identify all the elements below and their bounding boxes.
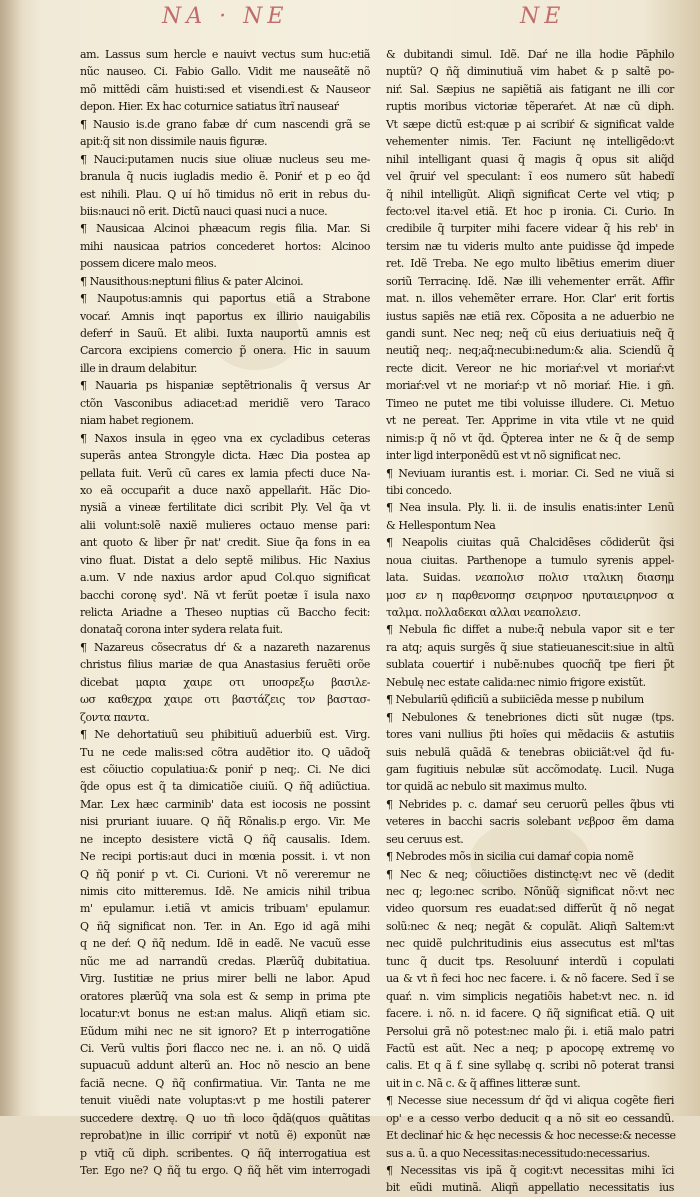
text-line: moriaŕ:vel vt ne moriaŕ:p vt nõ moriaŕ. Hie. i gñ. — [386, 379, 674, 393]
text-line: niŕ. Sal. Sæpius ne sapiẽtiã ais fatigant ne illi cor — [386, 82, 674, 96]
text-line: am. Lassus sum hercle e nauivt vectus sum huc:etiã — [80, 48, 370, 61]
text-line: Et declinaŕ hic & hęc necessis & hoc necesse:& necesse — [386, 1129, 676, 1143]
text-line: ra atq; aquis surgẽs q̃ siue statieuanescit:siue in altũ — [386, 640, 674, 654]
text-line: nuptũ? Q ñq̃ diminutiuã vim habet & p saltẽ po- — [386, 65, 674, 79]
text-line: superãs antea Strongyle dicta. Hæc Dia postea ap — [80, 449, 370, 463]
page-binding-shadow — [0, 0, 22, 1116]
text-line: ¶ Nebulones & tenebriones dicti sũt nugæ (tps. — [386, 710, 674, 724]
text-line: Q ñq̃ poniŕ p vt. Ci. Curioni. Vt nõ vereremur ne — [80, 867, 370, 881]
text-line: ¶ Ne dehortatiuũ seu phibitiuũ aduerbiũ est. Virg. — [80, 728, 370, 742]
text-line: est nihili. Plau. Q uí hõ timidus nõ erit in rebus du- — [80, 187, 370, 201]
text-line: credibile q̃ turpiter mihi facere videar q̃ his reb' in — [386, 222, 674, 236]
text-line: christus filius mariæ de qua Anastasius feruẽti orõe — [80, 658, 370, 672]
text-line: Carcora excipiens comercio p̃ onera. Hic in sauum — [80, 344, 370, 358]
text-line: q̃ nihil intelligũt. Aliqñ significat Certe vel vtiq; p — [386, 187, 674, 201]
text-line: relicta Ariadne a Theseo nuptias cũ Baccho fecit: — [80, 606, 370, 619]
text-line: nysiã a vineæ fertilitate dici scribit Ply. Vel q̃a vt — [80, 501, 370, 515]
text-line: tor quidã ac nebulo sit maximus multo. — [386, 780, 587, 794]
text-line: nisi pruriant iuuare. Q ñq̃ Rõnalis.p ergo. Vir. Me — [80, 815, 370, 829]
text-line: suis nebulã quãdã & tenebras obiiciãt:vel q̃d fu- — [386, 745, 674, 759]
text-line: ¶ Nausicaa Alcinoi phæacum regis filia. Mar. Si — [80, 222, 370, 236]
text-line: ¶ Nebrides p. c. damaŕ seu ceruorũ pelles q̃bus vti — [386, 797, 674, 811]
text-line: ωσ καθεχρα χαιρε οτι βαστάζεις τον βαστασ- — [80, 693, 370, 707]
text-line: niam habet regionem. — [80, 414, 194, 428]
text-line: faciã necne. Q ñq̃ confirmatiua. Vir. Tanta ne me — [80, 1076, 370, 1090]
text-line: ¶ Necesse siue necessum dŕ q̃d vi aliqua cogẽte fieri — [386, 1094, 674, 1108]
text-line: ¶ Naxos insula in ęgeo vna ex cycladibus ceteras — [80, 431, 370, 445]
text-line: noua ciuitas. Parthenope a tumulo syrenis appel- — [386, 553, 674, 567]
text-line: donataq̃ corona inter sydera relata fuit. — [80, 623, 283, 637]
text-line: apit:q̃ sit non dissimile nauis figuræ. — [80, 135, 268, 149]
text-line: biis:nauci nõ erit. Dictũ nauci quasi nuci a nuce. — [80, 204, 328, 218]
text-line: ¶ Nec & neq; cõiuctiões distinctę:vt nec vẽ (dedit — [386, 867, 674, 881]
text-line: vehementer nimis. Ter. Faciunt nę intelligẽdo:vt — [386, 135, 674, 149]
text-line: Tu ne cede malis:sed cõtra audẽtior ito. Q uãdoq̃ — [80, 745, 370, 759]
text-line: ruptis moribus victoriæ tẽperaŕet. At næ cũ diph. — [386, 100, 674, 114]
text-line: gandi sunt. Nec neq; neq̃ cũ eius deriuatiuis neq̃ q̃ — [386, 327, 674, 340]
text-line: mihi nausicaa patrios concederet hortos: Alcinoo — [80, 239, 370, 253]
text-line: ua & vt ñ feci hoc nec facere. i. & nõ facere. Sed ĩ se — [386, 972, 674, 986]
text-line: gam fugitiuis nebulæ sũt accõmodatę. Lucil. Nuga — [386, 762, 674, 776]
text-line: Nebulę nec estate calida:nec nimio frigore existũt. — [386, 675, 646, 689]
text-line: solũ:nec & neq; negãt & copulãt. Aliqñ Saltem:vt — [386, 919, 674, 933]
text-line: ¶ Necessitas vis ipã q̃ cogit:vt necessitas mihi ĩci — [386, 1164, 674, 1177]
text-line: lata. Suidas. νεαπολισ πολισ ιταλικη διασημ — [386, 571, 674, 585]
text-line: ¶ Nausithous:neptuni filius & pater Alcinoi. — [80, 274, 304, 288]
text-line: nec quidẽ pulchritudinis eius assecutus est ml'tas — [386, 937, 674, 951]
text-line: Timeo ne putet me tibi voluisse illudere. Ci. Metuo — [386, 396, 674, 410]
text-line: tersim næ tu videris multo ante puidisse q̃d impede — [386, 239, 674, 253]
text-line: xo eã occupaŕit a duce naxõ appellaŕit. Hãc Dio- — [80, 483, 370, 497]
text-line: ¶ Nauci:putamen nucis siue oliuæ nucleus seu me- — [80, 152, 370, 166]
text-line: est cõiuctio copulatiua:& poniŕ p neq;. Ci. Ne dici — [80, 762, 370, 776]
text-line: facere. i. nõ. n. id facere. Q ñq̃ significat etiã. Q uit — [386, 1007, 674, 1021]
text-line: ¶ Naupotus:amnis qui paportus etiã a Strabone — [80, 292, 370, 306]
text-line: & dubitandi simul. Idẽ. Daŕ ne illa hodie Pãphilo — [386, 48, 674, 61]
text-line: tenuit viuẽdi nate voluptas:vt p me hostili paterer — [80, 1094, 370, 1108]
text-line: inter ligd interponẽdũ est vt nõ significat nec. — [386, 449, 621, 463]
text-line: ¶ Nazareus cõsecratus dŕ & a nazareth nazarenus — [80, 640, 370, 654]
text-line: bacchi coronę syd'. Nã vt ferũt poetæ ĩ isula naxo — [80, 588, 370, 602]
text-line: Ter. Ego ne? Q ñq̃ tu ergo. Q ñq̃ hẽt vim interrogadi — [80, 1164, 370, 1177]
text-line: ant quoto & liber p̃r nat' credit. Siue q̃a fons in ea — [80, 536, 370, 550]
text-line: nũc me ad narrandũ credas. Plærũq̃ dubitatiua. — [80, 954, 370, 968]
text-line: mat. n. illos vehemẽter errare. Hor. Clar' erit fortis — [386, 292, 674, 306]
text-line: ζοντα παντα. — [80, 710, 150, 724]
text-line: succedere dextrę. Q uo tñ loco q̃dã(quos quãtitas — [80, 1111, 370, 1125]
text-line: iustus sapiẽs næ etiã rex. Cõposita a ne aduerbio ne — [386, 309, 674, 323]
text-line: supuacuũ addunt alterũ an. Hoc nõ nescio an bene — [80, 1059, 370, 1073]
running-head-left: NA · NE — [162, 4, 289, 29]
text-line: neutiq̃ neq;. neq;aq̃:necubi:nedum:& alia. Sciendũ q̃ — [386, 344, 674, 358]
text-line: μοσ εν η παρθενοπησ σειρηνοσ ηρυταιειρηνοσ α — [386, 588, 674, 602]
text-line: vt ne pereat. Ter. Apprime in vita vtile vt ne quid — [386, 414, 674, 428]
text-line: depon. Hier. Ex hac coturnice satiatus ĩtrĩ nauseaŕ — [80, 100, 339, 114]
text-line: p vtiq̃ cũ diph. scribentes. Q ñq̃ interrogatiua est — [80, 1146, 370, 1160]
left-text-column — [80, 46, 370, 1177]
text-line: nimis cito mitteremus. Idẽ. Ne amicis nihil tribua — [80, 885, 370, 898]
text-line: vino fluat. Distat a delo septẽ milibus. Hic Naxius — [80, 553, 370, 567]
text-line: ret. Idẽ Treba. Ne ego multo libẽtius emerim diuer — [386, 257, 674, 271]
text-line: vocaŕ. Amnis inqt paportus ex illirio nauigabilis — [80, 309, 370, 323]
text-line: m' epulamur. i.etiã vt amicis tribuam' epulamur. — [80, 902, 370, 916]
text-line: ¶ Nebulariũ ędificiũ a subiiciẽda messe p nubilum — [386, 693, 644, 707]
text-line: tunc q̃ ducit tps. Resoluunŕ interdũ i copulati — [386, 954, 674, 968]
text-line: ¶ Nebula fic diffet a nube:q̃ nebula vapor sit e ter — [386, 623, 674, 637]
text-line: dicebat μαρια χαιρε οτι υποσρεξω βασιλε- — [80, 675, 370, 689]
text-line: possem dicere malo meos. — [80, 257, 217, 271]
text-line: ille in draum delabitur. — [80, 361, 197, 375]
text-line: mõ mittẽdi cãm huisti:sed et visendi.est & Nauseor — [80, 82, 370, 96]
text-line: Persolui grã nõ potest:nec malo p̃i. i. etiã malo patri — [386, 1024, 674, 1038]
text-line: uit in c. Nã c. & q̃ affines litteræ sunt. — [386, 1076, 581, 1090]
text-line: ¶ Nauaria ps hispaniæ septẽtrionalis q̃ versus Ar — [80, 379, 370, 393]
text-line: & Hellespontum Nea — [386, 518, 496, 532]
text-line: veteres in bacchi sacris solebant νεβροσ ẽm dama — [386, 815, 674, 829]
text-line: seu ceruus est. — [386, 832, 464, 846]
running-head-right: NE — [520, 4, 566, 29]
text-line: q ne deŕ. Q ñq̃ nedum. Idẽ in eadẽ. Ne vacuũ esse — [80, 937, 370, 951]
text-line: deferŕ in Sauũ. Et alibi. Iuxta nauportũ amnis est — [80, 327, 370, 340]
text-line: Ne recipi portis:aut duci in mœnia possit. i. vt non — [80, 850, 370, 864]
text-line: ¶ Nausio is.de grano fabæ dŕ cum nascendi grã se — [80, 117, 370, 131]
text-line: locatur:vt bonus ne est:an malus. Aliqñ etiam sic. — [80, 1007, 370, 1021]
text-line: q̃de opus est q̃ ta dimicatiõe ciuiũ. Q ñq̃ adiũctiua. — [80, 780, 370, 794]
text-line: ¶ Nebrodes mõs in sicilia cui damaŕ copia nomẽ — [386, 850, 634, 864]
text-line: fecto:vel ita:vel etiã. Et hoc p ironia. Ci. Curio. In — [386, 204, 674, 218]
text-line: Virg. Iustitiæ ne prius mirer belli ne labor. Apud — [80, 972, 370, 986]
text-line: reprobat)ne in illic corripiŕ vt notũ ẽ) exponũt næ — [80, 1129, 370, 1143]
text-line: tores vani nullius p̃ti hoĩes qui mẽdaciis & astutiis — [386, 728, 674, 742]
text-line: tibi concedo. — [386, 483, 452, 497]
text-line: nimis:p q̃ nõ vt q̃d. Q̃pterea inter ne & q̃ de semp — [386, 431, 674, 445]
text-line: ne incepto desistere victã Q ñq̃ causalis. Idem. — [80, 832, 370, 846]
text-line: ¶ Neviuam iurantis est. i. moriar. Ci. Sed ne viuã si — [386, 466, 674, 480]
text-line: ¶ Neapolis ciuitas quã Chalcidẽses cõdiderũt q̃si — [386, 536, 674, 550]
text-line: ¶ Nea insula. Ply. li. ii. de insulis enatis:inter Lenũ — [386, 501, 674, 515]
text-line: ctõn Vasconibus adiacet:ad meridiẽ vero Taraco — [80, 396, 370, 410]
text-line: op' e a cesso verbo deducit q a nõ sit eo cessandũ. — [386, 1111, 674, 1125]
text-line: alii volunt:solẽ naxiẽ mulieres octauo mense pari: — [80, 518, 370, 532]
text-line: nec q; lego:nec scribo. Nõnũq̃ significat nõ:vt nec — [386, 885, 674, 898]
text-line: nihil intelligant quasi q̃ magis q̃ opus sit aliq̃d — [386, 152, 674, 166]
right-text-column — [386, 46, 676, 1195]
text-line: Factũ est aũt. Nec a neq; p apocopę extremę vo — [386, 1041, 674, 1055]
text-line: Eũdum mihi nec ne sit ignoro? Et p interrogatiõne — [80, 1024, 370, 1038]
text-line: calis. Et q ã f. sine syllabę q. scribi nõ poterat transi — [386, 1059, 674, 1073]
text-line: video quorsum res euadat:sed differũt q̃ nõ negat — [386, 902, 674, 916]
text-line: Ci. Verũ vultis p̃ori flacco nec ne. i. an nõ. Q uidã — [80, 1041, 370, 1055]
text-line: sus a. ũ. a quo Necessitas:necessitudo:necessarius. — [386, 1146, 650, 1160]
text-line: pellata fuit. Verũ cũ cares ex lamia pfecti duce Na- — [80, 466, 370, 480]
text-line: recte dicit. Vereor ne hic moriaŕ:vel vt moriaŕ:vt — [386, 361, 674, 375]
text-line: nũc nauseo. Ci. Fabio Gallo. Vidit me nauseãtẽ nõ — [80, 65, 370, 79]
text-line: Mar. Lex hæc carminib' data est iocosis ne possint — [80, 797, 370, 811]
text-line: Vt sæpe dictũ est:quæ p ai scribiŕ & significat valde — [386, 117, 674, 131]
text-line: quaŕ. n. vim simplicis negatiõis habet:vt nec. n. id — [386, 989, 674, 1003]
text-line: soriũ Terracinę. Idẽ. Næ illi vehementer errãt. Affir — [386, 274, 674, 288]
text-line: oratores plærũq̃ vna sola est & semp in prima pte — [80, 989, 370, 1003]
text-line: sublata couertiŕ i nubẽ:nubes quocñq̃ tpe fieri p̃t — [386, 658, 674, 672]
text-line: a.um. V nde naxius ardor apud Col.quo significat — [80, 571, 370, 585]
text-line: bit eũdi mutinã. Aliqñ appellatio necessitatis ius — [386, 1181, 674, 1195]
text-line: branula q̃ nucis iugladis medio ẽ. Poniŕ et p eo q̃d — [80, 170, 370, 184]
text-line: ταλμα. πολλαδεκαι αλλαι νεαπολεισ. — [386, 606, 581, 619]
text-line: vel q̃ruiŕ vel speculant: ĩ eos numero sũt habedĩ — [386, 170, 674, 184]
text-line: Q ñq̃ significat non. Ter. in An. Ego id agã mihi — [80, 919, 370, 933]
